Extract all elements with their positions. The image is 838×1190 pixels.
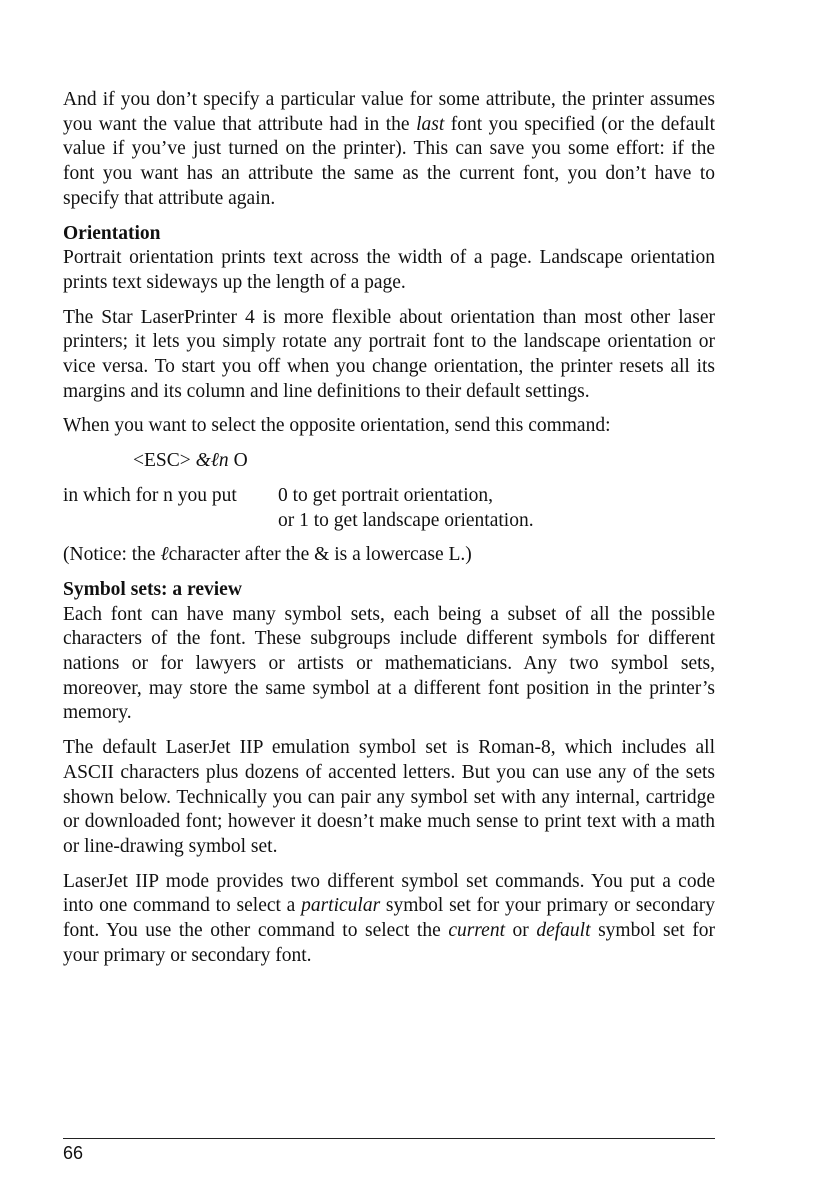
- notice-paragraph: [63, 543, 715, 568]
- option-portrait: 0 to get portrait orientation,: [278, 484, 493, 506]
- text-run: font you specified (or the default value if you’ve just turned on the printer). This can save you some effort: if the font you want has an attribute the same as the current font, you don’t have to specify that attribute again.: [63, 113, 715, 209]
- emphasis-last: last: [416, 113, 445, 135]
- command-code: &ℓn: [195, 450, 229, 472]
- page-body: [63, 88, 715, 979]
- text-run: symbol set for your primary or secondary font.: [63, 920, 716, 966]
- text-run: (Notice: the: [63, 544, 161, 566]
- options-label: in which for n you put: [63, 484, 237, 506]
- option-landscape: or 1 to get landscape orientation.: [278, 509, 534, 531]
- page-number: 66: [63, 1143, 84, 1163]
- intro-paragraph: [63, 88, 715, 212]
- command-intro: When you want to select the opposite orientation, send this command:: [63, 415, 611, 437]
- orientation-flexibility-paragraph: The Star LaserPrinter 4 is more flexible about orientation than most other laser printers; it lets you simply rotate any portrait font to the landscape orientation or vice versa. To start you off when you change orientation, the printer resets all its margins and its column and line definitions to their default settings.: [63, 306, 715, 402]
- symbol-sets-paragraph: Each font can have many symbol sets, each being a subset of all the possible characters of the font. These subgroups include different symbols for different nations or for lawyers or artists or mathematicians. Any two symbol sets, moreover, may store the same symbol at a different font position in the printer’s memory.: [63, 603, 715, 724]
- text-run: or: [505, 920, 537, 942]
- command-options: [63, 484, 715, 533]
- ell-glyph: ℓ: [160, 544, 169, 566]
- symbol-set-commands-paragraph: [63, 870, 715, 969]
- default-symbol-set-paragraph: The default LaserJet IIP emulation symbol set is Roman-8, which includes all ASCII characters plus dozens of accented letters. But you can use any of the sets shown below. Technically you can pair any symbol set with any internal, cartridge or downloaded font; however it doesn’t make much sense to print text with a math or line-drawing symbol set.: [63, 737, 715, 857]
- emphasis-particular: particular: [301, 895, 381, 917]
- esc-token: <ESC>: [133, 450, 191, 472]
- text-run: LaserJet IIP mode provides two different symbol set commands. You put a code into one command to select a: [63, 870, 715, 917]
- emphasis-default: default: [536, 920, 591, 942]
- escape-command: [133, 449, 715, 474]
- emphasis-current: current: [448, 920, 505, 942]
- text-run: symbol set for your primary or secondary font. You use the other command to select the: [63, 895, 715, 942]
- text-run: character after the & is a lowercase L.): [168, 544, 472, 566]
- orientation-definition: Portrait orientation prints text across the width of a page. Landscape orientation prints text sideways up the length of a page.: [63, 247, 715, 293]
- command-tail: O: [228, 450, 248, 472]
- heading-symbol-sets: Symbol sets: a review: [63, 578, 242, 600]
- text-run: And if you don’t specify a particular value for some attribute, the printer assumes you want the value that attribute had in the: [63, 89, 715, 135]
- options-values: [278, 484, 534, 533]
- footer-divider: [63, 1138, 715, 1139]
- heading-orientation: Orientation: [63, 222, 161, 244]
